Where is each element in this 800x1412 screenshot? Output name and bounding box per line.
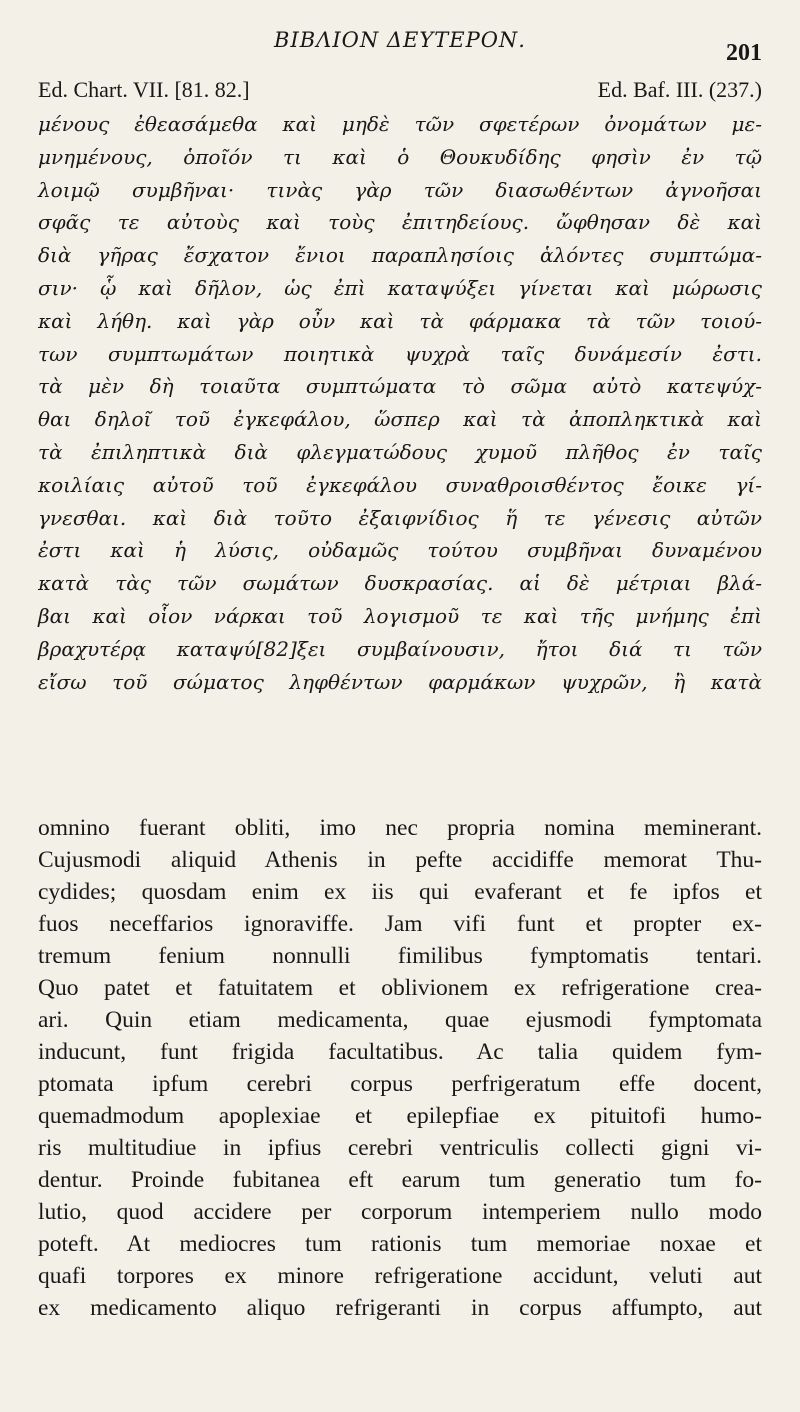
greek-line: των συμπτωμάτων ποιητικὰ ψυχρὰ ταῖς δυνάμεσίν ἐστι. xyxy=(38,341,762,366)
greek-line: μνημένους, ὁποῖόν τι καὶ ὁ Θουκυδίδης φησὶν ἐν τῷ xyxy=(38,144,762,169)
greek-line: εἴσω τοῦ σώματος ληφθέντων φαρμάκων ψυχρῶν, ἢ κατὰ xyxy=(38,669,762,694)
latin-line: tremum fenium nonnulli fimilibus fymptomatis tentari. xyxy=(38,943,762,969)
latin-line: Cujusmodi aliquid Athenis in pefte accidiffe memorat Thu- xyxy=(38,847,762,873)
running-title: ΒΙΒΛΙΟΝ ΔΕΥΤΕΡΟΝ. xyxy=(274,28,526,52)
latin-line: omnino fuerant obliti, imo nec propria nomina meminerant. xyxy=(38,815,762,841)
latin-line: lutio, quod accidere per corporum intemperiem nullo modo xyxy=(38,1199,762,1225)
latin-line: quemadmodum apoplexiae et epilepfiae ex pituitofi humo- xyxy=(38,1103,762,1129)
greek-line: βραχυτέρᾳ καταψύ[82]ξει συμβαίνουσιν, ἤτοι διά τι τῶν xyxy=(38,636,762,661)
latin-line: dentur. Proinde fubitanea eft earum tum generatio tum fo- xyxy=(38,1167,762,1193)
greek-line: σφᾶς τε αὐτοὺς καὶ τοὺς ἐπιτηδείους. ὤφθησαν δὲ καὶ xyxy=(38,210,762,235)
greek-line: τὰ ἐπιληπτικὰ διὰ φλεγματώδους χυμοῦ πλῆθος ἐν ταῖς xyxy=(38,439,762,464)
greek-line: μένους ἐθεασάμεθα καὶ μηδὲ τῶν σφετέρων ὀνομάτων με- xyxy=(38,112,762,136)
latin-line: ris multitudiue in ipfius cerebri ventriculis collecti gigni vi- xyxy=(38,1135,762,1161)
latin-line: Quo patet et fatuitatem et oblivionem ex refrigeratione crea- xyxy=(38,975,762,1001)
greek-line: θαι δηλοῖ τοῦ ἐγκεφάλου, ὥσπερ καὶ τὰ ἀποπληκτικὰ καὶ xyxy=(38,407,762,432)
latin-line: inducunt, funt frigida facultatibus. Ac talia quidem fym- xyxy=(38,1039,762,1065)
latin-line: ari. Quin etiam medicamenta, quae ejusmodi fymptomata xyxy=(38,1007,762,1033)
greek-line: γνεσθαι. καὶ διὰ τοῦτο ἐξαιφνίδιος ἥ τε γένεσις αὐτῶν xyxy=(38,505,762,530)
greek-line: τὰ μὲν δὴ τοιαῦτα συμπτώματα τὸ σῶμα αὐτὸ κατεψύχ- xyxy=(38,374,762,399)
latin-line: ptomata ipfum cerebri corpus perfrigeratum effe docent, xyxy=(38,1071,762,1097)
latin-line: cydides; quosdam enim ex iis qui evaferant et fe ipfos et xyxy=(38,879,762,905)
edition-reference-chartier: Ed. Chart. VII. [81. 82.] xyxy=(38,77,250,102)
greek-line: λοιμῷ συμβῆναι· τινὰς γὰρ τῶν διασωθέντων ἀγνοῆσαι xyxy=(38,177,762,202)
latin-line: poteft. At mediocres tum rationis tum memoriae noxae et xyxy=(38,1231,762,1257)
greek-text-block xyxy=(38,108,762,698)
greek-line: κατὰ τὰς τῶν σωμάτων δυσκρασίας. αἱ δὲ μέτριαι βλά- xyxy=(38,571,762,596)
latin-line: fuos neceffarios ignoraviffe. Jam vifi funt et propter ex- xyxy=(38,911,762,937)
greek-line: κοιλίαις αὐτοῦ τοῦ ἐγκεφάλου συναθροισθέντος ἔοικε γί- xyxy=(38,472,762,497)
latin-line: ex medicamento aliquo refrigeranti in corpus affumpto, aut xyxy=(38,1295,762,1321)
edition-reference-basel: Ed. Baf. III. (237.) xyxy=(597,77,762,102)
latin-translation-block xyxy=(38,812,762,1324)
greek-line: βαι καὶ οἷον νάρκαι τοῦ λογισμοῦ τε καὶ τῆς μνήμης ἐπὶ xyxy=(38,603,762,628)
greek-line: ἐστι καὶ ἡ λύσις, οὐδαμῶς τούτου συμβῆναι δυναμένου xyxy=(38,538,762,563)
greek-line: διὰ γῆρας ἔσχατον ἔνιοι παραπλησίοις ἁλόντες συμπτώμα- xyxy=(38,243,762,268)
greek-line: καὶ λήθη. καὶ γὰρ οὖν καὶ τὰ φάρμακα τὰ τῶν τοιού- xyxy=(38,308,762,333)
greek-line: σιν· ᾧ καὶ δῆλον, ὡς ἐπὶ καταψύξει γίνεται καὶ μώρωσις xyxy=(38,275,762,300)
page-number: 201 xyxy=(726,40,762,66)
latin-line: quafi torpores ex minore refrigeratione accidunt, veluti aut xyxy=(38,1263,762,1289)
